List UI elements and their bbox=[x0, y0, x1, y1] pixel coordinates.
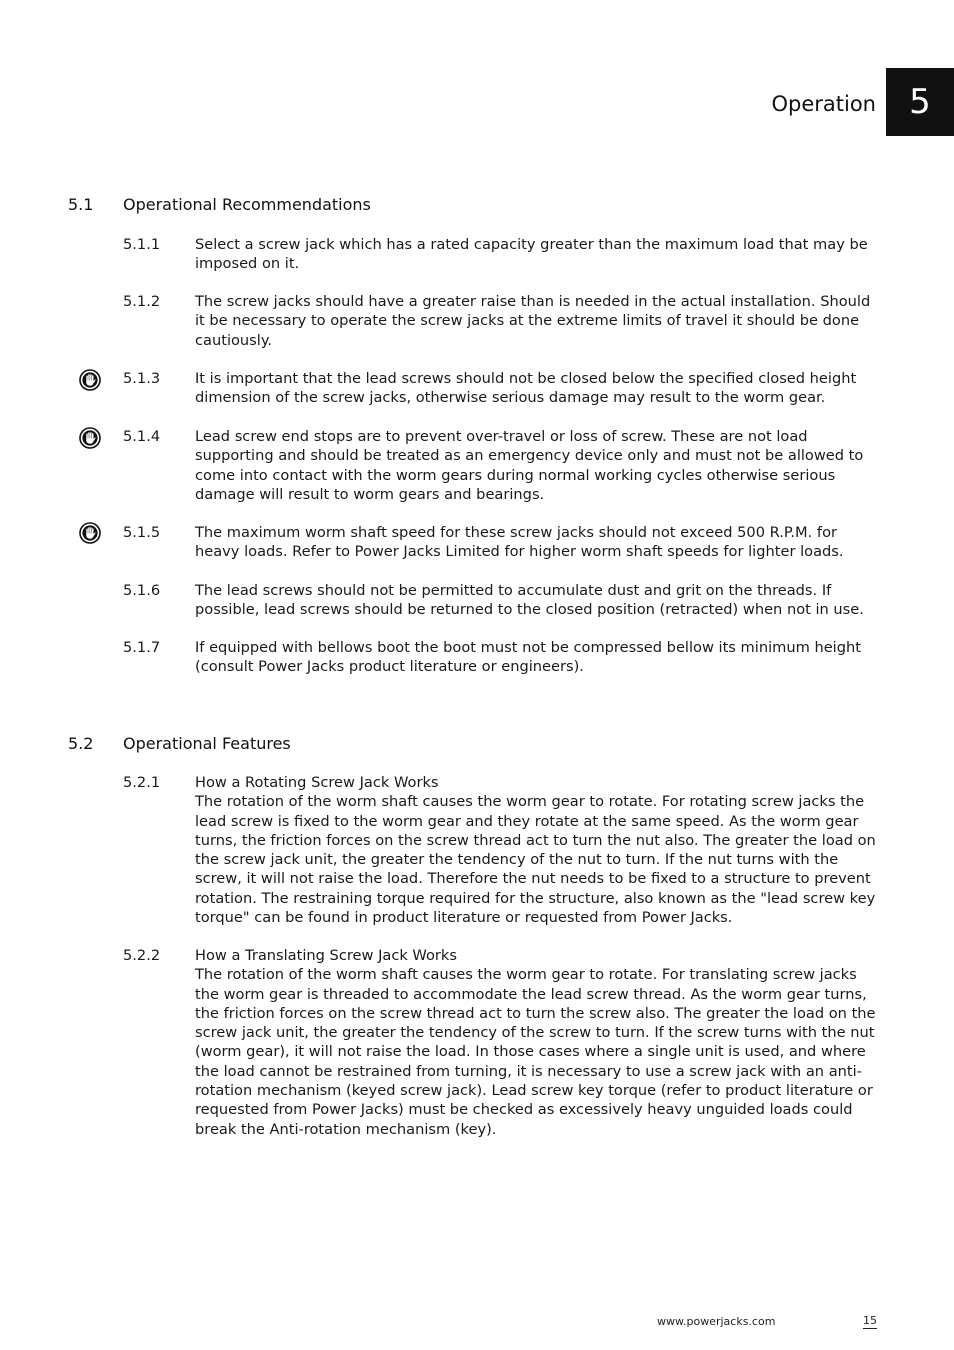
item-number: 5.1.5 bbox=[123, 524, 161, 541]
item-subtitle: How a Rotating Screw Jack Works bbox=[195, 774, 439, 791]
section-heading-5-1 bbox=[68, 195, 371, 214]
item-text: Select a screw jack which has a rated capacity greater than the maximum load that may be imposed on it. bbox=[195, 236, 868, 273]
item-number: 5.1.2 bbox=[123, 293, 161, 310]
item-number: 5.1.3 bbox=[123, 370, 161, 387]
list-item-5-2-1 bbox=[123, 773, 878, 927]
list-item-5-1-3 bbox=[123, 369, 878, 408]
list-item-5-1-4 bbox=[123, 427, 878, 504]
section-heading-5-2 bbox=[68, 734, 291, 753]
item-text: The rotation of the worm shaft causes the worm gear to rotate. For rotating screw jacks the lead screw is fixed to the worm gear and they rotate at the same speed. As the worm gear turns, the friction forces on the screw thread act to turn the nut also. The greater the load on the screw jack unit, the greater the tendency of the nut to turn. If the nut turns with the screw, it will not raise the load. Therefore the nut needs to be fixed to a structure to prevent rotation. The restraining torque required for the structure, also known as the "lead screw key torque" can be found in product literature or requested from Power Jacks. bbox=[195, 793, 876, 927]
page-number: 15 bbox=[863, 1314, 877, 1327]
warning-hand-icon bbox=[79, 427, 101, 449]
item-text: It is important that the lead screws should not be closed below the specified closed height dimension of the screw jacks, otherwise serious damage may result to the worm gear. bbox=[195, 370, 857, 407]
item-text: If equipped with bellows boot the boot must not be compressed bellow its minimum height (consult Power Jacks product literature or engineers). bbox=[195, 639, 861, 676]
item-number: 5.1.4 bbox=[123, 428, 161, 445]
list-item-5-1-5 bbox=[123, 523, 878, 562]
item-number: 5.2.1 bbox=[123, 774, 161, 791]
list-item-5-1-6 bbox=[123, 581, 878, 620]
item-number: 5.1.7 bbox=[123, 639, 161, 656]
item-number: 5.1.1 bbox=[123, 236, 161, 253]
item-text: The screw jacks should have a greater raise than is needed in the actual installation. Should it be necessary to operate the screw jacks at the extreme limits of travel it should be done cautiously. bbox=[195, 293, 871, 349]
section-title: Operational Features bbox=[123, 734, 291, 753]
footer-url: www.powerjacks.com bbox=[657, 1315, 776, 1328]
list-item-5-1-7 bbox=[123, 638, 878, 677]
list-item-5-1-2 bbox=[123, 292, 878, 350]
list-item-5-2-2 bbox=[123, 946, 878, 1139]
list-item-5-1-1 bbox=[123, 235, 878, 274]
item-number: 5.1.6 bbox=[123, 582, 161, 599]
item-text: The rotation of the worm shaft causes the worm gear to rotate. For translating screw jacks the worm gear is threaded to accommodate the lead screw thread. As the worm gear turns, the friction forces on the screw thread act to turn the screw also. The greater the load on the screw jack unit, the greater the tendency of the screw to turn. If the screw turns with the nut (worm gear), it will not raise the load. In those cases where a single unit is used, and where the load cannot be restrained from turning, it is necessary to use a screw jack with an anti-rotation mechanism (keyed screw jack). Lead screw key torque (refer to product literature or requested from Power Jacks) must be checked as excessively heavy unguided loads could break the Anti-rotation mechanism (key). bbox=[195, 966, 876, 1138]
item-text: The maximum worm shaft speed for these screw jacks should not exceed 500 R.P.M. for heavy loads. Refer to Power Jacks Limited for higher worm shaft speeds for lighter loads. bbox=[195, 524, 844, 561]
item-number: 5.2.2 bbox=[123, 947, 161, 964]
item-text: The lead screws should not be permitted to accumulate dust and grit on the threads. If possible, lead screws should be returned to the closed position (retracted) when not in use. bbox=[195, 582, 864, 619]
item-text: Lead screw end stops are to prevent over-travel or loss of screw. These are not load supporting and should be treated as an emergency device only and must not be allowed to come into contact with the worm gears during normal working cycles otherwise serious damage will result to worm gears and bearings. bbox=[195, 428, 864, 503]
section-number: 5.1 bbox=[68, 195, 94, 214]
warning-hand-icon bbox=[79, 522, 101, 544]
warning-hand-icon bbox=[79, 369, 101, 391]
section-number: 5.2 bbox=[68, 734, 94, 753]
chapter-number-tab: 5 bbox=[886, 68, 954, 136]
section-title: Operational Recommendations bbox=[123, 195, 371, 214]
item-subtitle: How a Translating Screw Jack Works bbox=[195, 947, 457, 964]
chapter-title: Operation bbox=[771, 92, 876, 116]
